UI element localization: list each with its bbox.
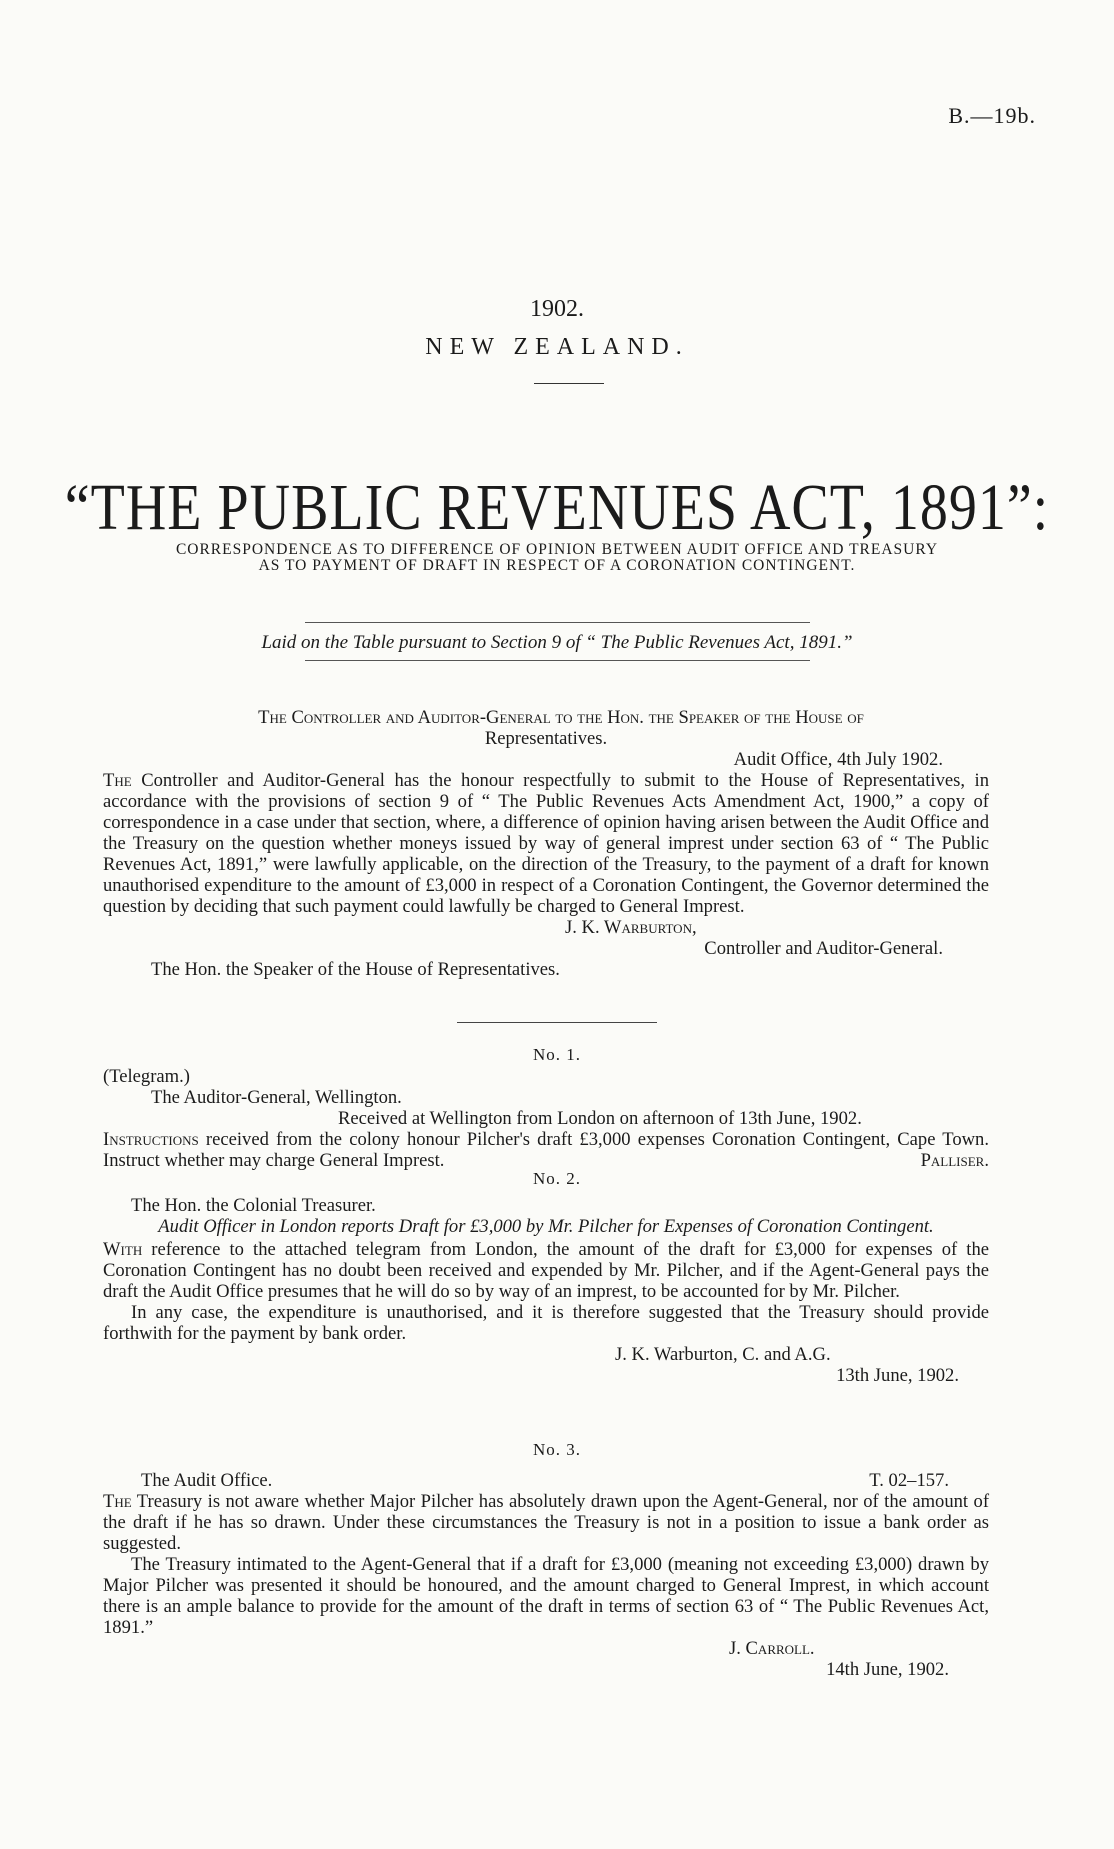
document-reference: B.—19b. xyxy=(948,103,1036,128)
no2-subject: Audit Officer in London reports Draft for £3,000 by Mr. Pilcher for Expenses of Coronation Contingent. xyxy=(158,1216,934,1237)
no2-signature: J. K. Warburton, C. and A.G. xyxy=(615,1344,831,1365)
section-separator xyxy=(457,1022,657,1023)
no2-addressee: The Hon. the Colonial Treasurer. xyxy=(131,1195,376,1216)
header-divider xyxy=(534,383,604,384)
no3-reference: T. 02–157. xyxy=(869,1470,949,1491)
no1-received: Received at Wellington from London on afternoon of 13th June, 1902. xyxy=(338,1108,862,1129)
no1-letter xyxy=(103,1066,989,1171)
intro-signatory: J. K. Warburton, xyxy=(565,917,697,938)
document-title: “THE PUBLIC REVENUES ACT, 1891”: xyxy=(64,471,1050,545)
intro-place-date: Audit Office, 4th July 1902. xyxy=(733,749,943,770)
no3-para-2: The Treasury intimated to the Agent-General that if a draft for £3,000 (meaning not exceeding £3,000) drawn by Major Pilcher was presented it should be honoured, and the amount charged to General Imprest, in which account there is an ample balance to provide for the amount of the draft in terms of section 63 of “ The Public Revenues Act, 1891.” xyxy=(103,1554,989,1638)
document-subtitle xyxy=(110,542,1004,574)
intro-heading xyxy=(103,707,989,749)
no2-para-2: In any case, the expenditure is unauthorised, and it is therefore suggested that the Treasury should provide forthwith for the payment by bank order. xyxy=(103,1302,989,1344)
no2-para-1-text: reference to the attached telegram from London, the amount of the draft for £3,000 for expenses of the Coronation Contingent has no doubt been received and expended by Mr. Pilcher, and if the Agent-General pays the draft the Audit Office presumes that he will do so by way of an imprest, to be accounted for by Mr. Pilcher. xyxy=(103,1239,990,1302)
laid-rule-top xyxy=(305,622,810,623)
no2-letter xyxy=(103,1195,989,1386)
intro-body xyxy=(103,770,989,917)
intro-addressee: The Hon. the Speaker of the House of Representatives. xyxy=(151,959,560,980)
no1-label: No. 1. xyxy=(532,1045,582,1064)
no3-header-row xyxy=(103,1470,989,1491)
intro-heading-line-2: Representatives. xyxy=(484,728,608,749)
intro-body-text: Controller and Auditor-General has the honour respectfully to submit to the House of Representatives, in accordance with the provisions of section 9 of “ The Public Revenues Acts Amendment Act, 1900,” a copy of correspondence in a case under that section, where, a difference of opinion having arisen between the Audit Office and the Treasury on the question whether moneys issued by way of general imprest under section 63 of “ The Public Revenues Act, 1891,” were lawfully applicable, on the direction of the Treasury, to the payment of a draft for known unauthorised expenditure to the amount of £3,000 in respect of a Coronation Contingent, the Governor determined the question by deciding that such payment could lawfully be charged to General Imprest. xyxy=(103,770,989,917)
no2-lead: With xyxy=(103,1239,143,1260)
no2-label: No. 2. xyxy=(532,1169,582,1188)
no3-addressee: The Audit Office. xyxy=(141,1470,273,1491)
no3-para-1-text: Treasury is not aware whether Major Pilcher has absolutely drawn upon the Agent-General, nor of the amount of the draft if he has so drawn. Under these circumstances the Treasury is not in a position to issue a bank order as suggested. xyxy=(103,1491,990,1554)
intro-body-lead: The xyxy=(103,770,132,791)
no3-date: 14th June, 1902. xyxy=(826,1659,949,1680)
document-country: NEW ZEALAND. xyxy=(425,334,689,360)
subtitle-line-1: CORRESPONDENCE AS TO DIFFERENCE OF OPINION BETWEEN AUDIT OFFICE AND TREASURY xyxy=(175,541,939,558)
document-year: 1902. xyxy=(530,296,584,322)
no3-lead: The xyxy=(103,1491,132,1512)
no1-lead: Instructions xyxy=(103,1129,199,1150)
intro-signatory-title: Controller and Auditor-General. xyxy=(704,938,943,959)
no2-date: 13th June, 1902. xyxy=(836,1365,959,1386)
no3-letter xyxy=(103,1470,989,1680)
no1-body xyxy=(103,1129,989,1171)
no1-signature: Palliser. xyxy=(920,1150,989,1171)
subtitle-line-2: AS TO PAYMENT OF DRAFT IN RESPECT OF A CORONATION CONTINGENT. xyxy=(258,557,856,574)
no3-label: No. 3. xyxy=(532,1440,582,1459)
no3-para-1 xyxy=(103,1491,989,1554)
no1-addressee: The Auditor-General, Wellington. xyxy=(151,1087,402,1108)
no1-body-text: received from the colony honour Pilcher's draft £3,000 expenses Coronation Contingent, Cape Town. Instruct whether may charge General Imprest. xyxy=(103,1129,989,1171)
no2-para-1 xyxy=(103,1239,989,1302)
laid-rule-bottom xyxy=(305,660,810,661)
intro-heading-line-1: The Controller and Auditor-General to the Hon. the Speaker of the House of xyxy=(258,707,864,728)
no3-signature: J. Carroll. xyxy=(729,1638,815,1659)
no1-type: (Telegram.) xyxy=(103,1066,190,1087)
laid-on-table-note: Laid on the Table pursuant to Section 9 of “ The Public Revenues Act, 1891.” xyxy=(261,632,853,653)
intro-letter xyxy=(103,707,989,980)
